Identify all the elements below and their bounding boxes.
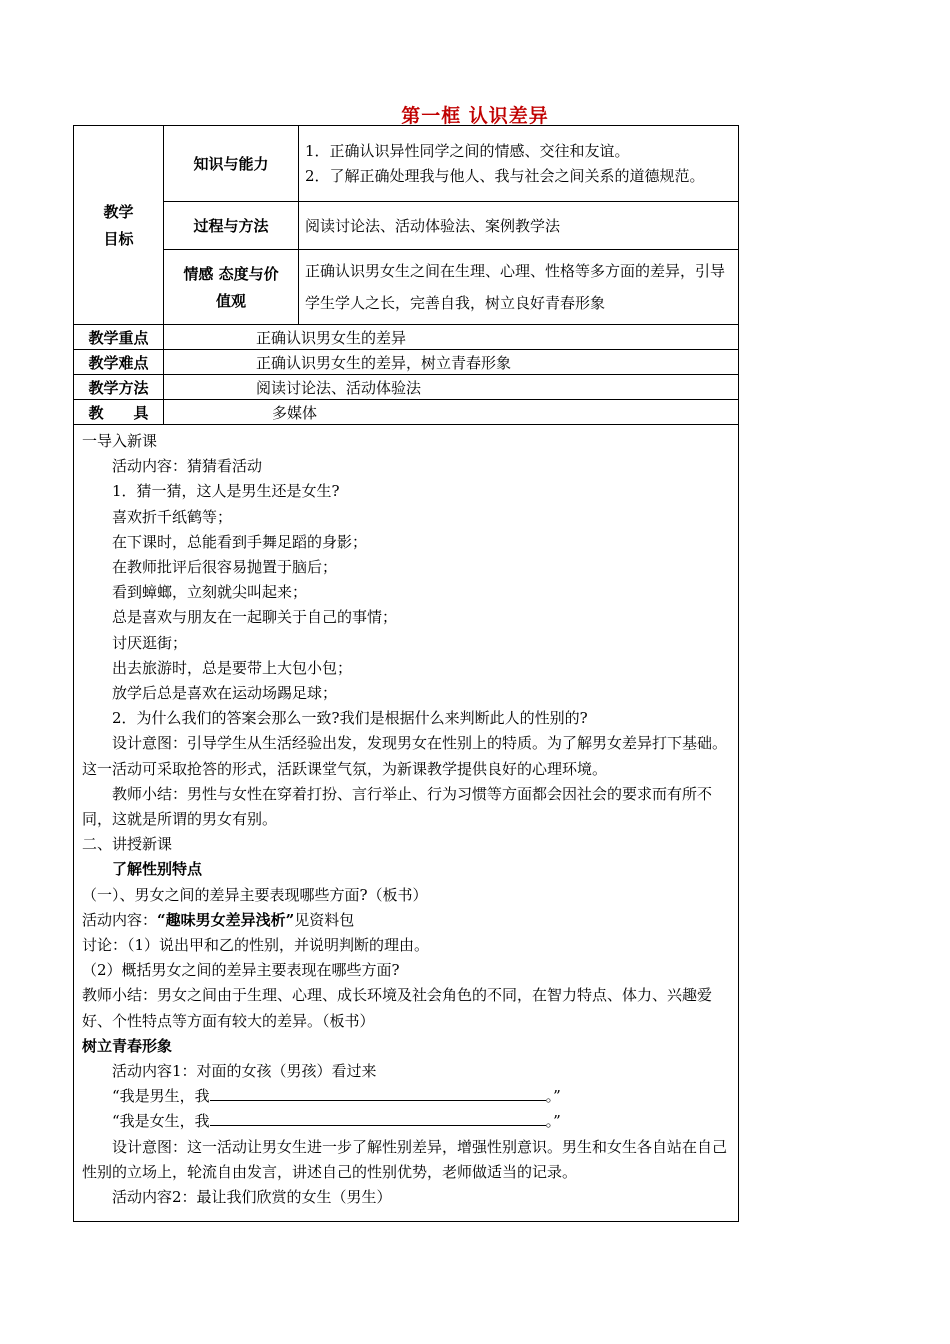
paragraph: 讨论：（1）说出甲和乙的性别，并说明判断的理由。 — [82, 936, 430, 955]
objective-content: 1．正确认识异性同学之间的情感、交往和友谊。 2．了解正确处理我与他人、我与社会之间关系的道德规范。 — [299, 126, 739, 202]
info-value: 阅读讨论法、活动体验法 — [164, 375, 739, 400]
objective-content: 正确认识男女生之间在生理、心理、性格等多方面的差异，引导学生学人之长，完善自我，树立良好青春形象 — [299, 250, 739, 325]
paragraph: 设计意图：这一活动让男女生进一步了解性别差异，增强性别意识。男生和女生各自站在自己性别的立场上，轮流自由发言，讲述自己的性别优势，老师做适当的记录。 — [82, 1137, 728, 1181]
objective-name: 情感 态度与价 值观 — [164, 250, 299, 325]
paragraph: 活动内容：猜猜看活动 — [112, 457, 263, 476]
paragraph: （一）、男女之间的差异主要表现哪些方面?（板书） — [82, 885, 428, 904]
objectives-label: 教学 目标 — [74, 126, 164, 325]
info-row-tools — [74, 400, 739, 425]
objective-name: 过程与方法 — [164, 202, 299, 250]
paragraph: 设计意图：引导学生从生活经验出发，发现男女在性别上的特质。为了解男女差异打下基础。这一活动可采取抢答的形式，活跃课堂气氛，为新课教学提供良好的心理环境。 — [82, 734, 728, 778]
lesson-plan-table — [73, 125, 739, 1222]
paragraph: （2）概括男女之间的差异主要表现在哪些方面? — [82, 961, 400, 980]
blank-underline — [210, 1085, 546, 1101]
info-value: 正确认识男女生的差异，树立青春形象 — [164, 350, 739, 375]
paragraph: 1．猜一猜，这人是男生还是女生? — [112, 482, 340, 501]
paragraph: 出去旅游时，总是要带上大包小包； — [112, 658, 353, 677]
info-row-method — [74, 375, 739, 400]
info-label: 教学重点 — [74, 325, 164, 350]
info-row-difficulty — [74, 350, 739, 375]
teaching-process-row — [74, 425, 739, 1222]
info-label: 教学难点 — [74, 350, 164, 375]
paragraph: 教师小结：男性与女性在穿着打扮、言行举止、行为习惯等方面都会因社会的要求而有所不同，这就是所谓的男女有别。 — [82, 784, 713, 829]
info-label: 教学方法 — [74, 375, 164, 400]
section-heading: 一导入新课 — [82, 432, 158, 450]
section-heading: 二、讲授新课 — [82, 835, 173, 854]
objective-row-process — [74, 202, 739, 250]
paragraph: 总是喜欢与朋友在一起聊关于自己的事情； — [112, 608, 398, 627]
info-row-key-point — [74, 325, 739, 350]
blank-underline — [210, 1110, 546, 1126]
paragraph: 在教师批评后很容易抛置于脑后； — [112, 558, 338, 577]
info-label: 教 具 — [74, 400, 164, 425]
paragraph: 活动内容1：对面的女孩（男孩）看过来 — [112, 1062, 377, 1081]
paragraph: 看到蟑螂，立刻就尖叫起来； — [112, 583, 308, 602]
fill-in-line: “我是女生，我 。” — [112, 1112, 561, 1131]
paragraph: 喜欢折千纸鹤等； — [112, 507, 233, 526]
paragraph: 在下课时，总能看到手舞足蹈的身影； — [112, 532, 368, 551]
objective-row-attitude — [74, 250, 739, 325]
paragraph: 活动内容：“趣味男女差异浅析”见资料包 — [82, 910, 355, 929]
objective-row-knowledge — [74, 126, 739, 202]
page-title: 第一框 认识差异 — [401, 105, 549, 127]
objective-name: 知识与能力 — [164, 126, 299, 202]
paragraph: 2．为什么我们的答案会那么一致?我们是根据什么来判断此人的性别的? — [112, 709, 588, 728]
paragraph: 放学后总是喜欢在运动场踢足球； — [112, 684, 338, 703]
info-value: 多媒体 — [164, 400, 739, 425]
teaching-process-content — [74, 425, 739, 1222]
subsection-heading: 了解性别特点 — [112, 860, 203, 879]
fill-in-line: “我是男生，我 。” — [112, 1087, 561, 1106]
paragraph: 活动内容2：最让我们欣赏的女生（男生） — [112, 1188, 392, 1207]
objective-content: 阅读讨论法、活动体验法、案例教学法 — [299, 202, 739, 250]
paragraph: 教师小结：男女之间由于生理、心理、成长环境及社会角色的不同，在智力特点、体力、兴趣爱好、个性特点等方面有较大的差异。（板书） — [82, 986, 713, 1030]
subsection-heading: 树立青春形象 — [82, 1036, 173, 1055]
paragraph: 讨厌逛街； — [112, 633, 188, 652]
info-value: 正确认识男女生的差异 — [164, 325, 739, 350]
